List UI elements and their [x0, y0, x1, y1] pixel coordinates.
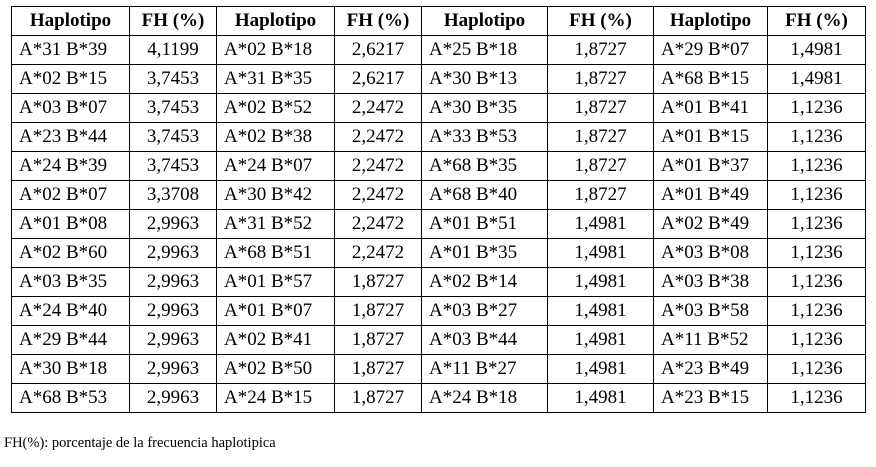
haplotype-cell: A*02 B*14: [422, 268, 548, 297]
frequency-cell: 1,1236: [768, 123, 866, 152]
frequency-cell: 1,8727: [335, 326, 422, 355]
frequency-cell: 3,3708: [130, 181, 217, 210]
table-row: [12, 65, 866, 94]
haplotype-cell: A*02 B*60: [12, 239, 130, 268]
frequency-cell: 1,4981: [768, 65, 866, 94]
haplotype-cell: A*68 B*40: [422, 181, 548, 210]
frequency-cell: 1,1236: [768, 268, 866, 297]
frequency-cell: 2,2472: [335, 152, 422, 181]
frequency-cell: 1,4981: [548, 384, 654, 413]
table-row: [12, 326, 866, 355]
haplotype-cell: A*02 B*50: [217, 355, 335, 384]
frequency-cell: 1,1236: [768, 384, 866, 413]
frequency-cell: 1,1236: [768, 297, 866, 326]
haplotype-cell: A*02 B*07: [12, 181, 130, 210]
haplotype-cell: A*33 B*53: [422, 123, 548, 152]
table-row: [12, 384, 866, 413]
frequency-cell: 1,8727: [548, 36, 654, 65]
table-row: [12, 181, 866, 210]
table-row: [12, 210, 866, 239]
haplotype-cell: A*23 B*44: [12, 123, 130, 152]
haplotype-cell: A*24 B*07: [217, 152, 335, 181]
haplotype-cell: A*11 B*27: [422, 355, 548, 384]
frequency-cell: 1,8727: [335, 297, 422, 326]
header-fh-2: FH (%): [335, 7, 422, 36]
haplotype-cell: A*24 B*40: [12, 297, 130, 326]
frequency-cell: 1,4981: [548, 355, 654, 384]
haplotype-cell: A*02 B*52: [217, 94, 335, 123]
haplotype-frequency-table: [11, 6, 866, 413]
frequency-cell: 1,1236: [768, 152, 866, 181]
table-row: [12, 152, 866, 181]
haplotype-cell: A*01 B*41: [654, 94, 768, 123]
frequency-cell: 3,7453: [130, 152, 217, 181]
frequency-cell: 1,8727: [335, 384, 422, 413]
frequency-cell: 1,8727: [548, 181, 654, 210]
table-row: [12, 268, 866, 297]
haplotype-cell: A*03 B*27: [422, 297, 548, 326]
header-haplotipo-2: Haplotipo: [217, 7, 335, 36]
frequency-cell: 2,2472: [335, 210, 422, 239]
haplotype-cell: A*01 B*49: [654, 181, 768, 210]
haplotype-cell: A*30 B*42: [217, 181, 335, 210]
header-row: [12, 7, 866, 36]
frequency-cell: 2,6217: [335, 65, 422, 94]
frequency-cell: 2,9963: [130, 268, 217, 297]
haplotype-cell: A*23 B*15: [654, 384, 768, 413]
haplotype-cell: A*01 B*08: [12, 210, 130, 239]
frequency-cell: 1,1236: [768, 94, 866, 123]
haplotype-cell: A*01 B*15: [654, 123, 768, 152]
frequency-cell: 2,9963: [130, 355, 217, 384]
frequency-cell: 2,2472: [335, 239, 422, 268]
haplotype-cell: A*01 B*57: [217, 268, 335, 297]
haplotype-cell: A*30 B*18: [12, 355, 130, 384]
frequency-cell: 1,4981: [548, 297, 654, 326]
frequency-cell: 1,1236: [768, 210, 866, 239]
frequency-cell: 2,9963: [130, 326, 217, 355]
frequency-cell: 1,1236: [768, 239, 866, 268]
header-haplotipo-4: Haplotipo: [654, 7, 768, 36]
frequency-cell: 1,1236: [768, 181, 866, 210]
header-fh-3: FH (%): [548, 7, 654, 36]
frequency-cell: 2,9963: [130, 384, 217, 413]
table-row: [12, 239, 866, 268]
haplotype-cell: A*30 B*35: [422, 94, 548, 123]
haplotype-cell: A*03 B*35: [12, 268, 130, 297]
haplotype-cell: A*31 B*39: [12, 36, 130, 65]
frequency-cell: 1,8727: [335, 355, 422, 384]
frequency-cell: 1,1236: [768, 355, 866, 384]
frequency-cell: 1,4981: [548, 210, 654, 239]
table-row: [12, 297, 866, 326]
header-haplotipo-1: Haplotipo: [12, 7, 130, 36]
haplotype-cell: A*29 B*07: [654, 36, 768, 65]
table-row: [12, 36, 866, 65]
frequency-cell: 1,8727: [548, 94, 654, 123]
haplotype-cell: A*03 B*07: [12, 94, 130, 123]
haplotype-cell: A*01 B*37: [654, 152, 768, 181]
frequency-cell: 1,8727: [548, 123, 654, 152]
table-row: [12, 355, 866, 384]
frequency-cell: 1,4981: [768, 36, 866, 65]
haplotype-cell: A*02 B*49: [654, 210, 768, 239]
haplotype-cell: A*01 B*35: [422, 239, 548, 268]
frequency-cell: 2,2472: [335, 181, 422, 210]
frequency-cell: 2,9963: [130, 239, 217, 268]
haplotype-cell: A*24 B*39: [12, 152, 130, 181]
haplotype-cell: A*68 B*15: [654, 65, 768, 94]
haplotype-cell: A*24 B*15: [217, 384, 335, 413]
frequency-cell: 1,8727: [335, 268, 422, 297]
table-footnote: FH(%): porcentaje de la frecuencia haplotipica: [4, 435, 276, 451]
frequency-cell: 3,7453: [130, 94, 217, 123]
table-row: [12, 123, 866, 152]
frequency-cell: 2,9963: [130, 297, 217, 326]
frequency-cell: 1,4981: [548, 268, 654, 297]
haplotype-cell: A*24 B*18: [422, 384, 548, 413]
haplotype-cell: A*02 B*38: [217, 123, 335, 152]
haplotype-cell: A*03 B*44: [422, 326, 548, 355]
haplotype-cell: A*03 B*08: [654, 239, 768, 268]
haplotype-cell: A*30 B*13: [422, 65, 548, 94]
frequency-cell: 1,8727: [548, 65, 654, 94]
haplotype-cell: A*03 B*58: [654, 297, 768, 326]
frequency-cell: 2,9963: [130, 210, 217, 239]
header-fh-4: FH (%): [768, 7, 866, 36]
frequency-cell: 2,2472: [335, 94, 422, 123]
frequency-cell: 3,7453: [130, 123, 217, 152]
frequency-cell: 1,8727: [548, 152, 654, 181]
haplotype-cell: A*29 B*44: [12, 326, 130, 355]
table-body: [12, 36, 866, 413]
haplotype-cell: A*31 B*35: [217, 65, 335, 94]
haplotype-cell: A*31 B*52: [217, 210, 335, 239]
haplotype-cell: A*23 B*49: [654, 355, 768, 384]
haplotype-cell: A*02 B*18: [217, 36, 335, 65]
haplotype-cell: A*68 B*51: [217, 239, 335, 268]
frequency-cell: 4,1199: [130, 36, 217, 65]
haplotype-cell: A*68 B*53: [12, 384, 130, 413]
frequency-cell: 1,1236: [768, 326, 866, 355]
frequency-cell: 3,7453: [130, 65, 217, 94]
haplotype-cell: A*01 B*51: [422, 210, 548, 239]
haplotype-cell: A*02 B*15: [12, 65, 130, 94]
frequency-cell: 2,6217: [335, 36, 422, 65]
haplotype-cell: A*68 B*35: [422, 152, 548, 181]
header-haplotipo-3: Haplotipo: [422, 7, 548, 36]
frequency-cell: 1,4981: [548, 326, 654, 355]
table-header: [12, 7, 866, 36]
haplotype-cell: A*01 B*07: [217, 297, 335, 326]
header-fh-1: FH (%): [130, 7, 217, 36]
frequency-cell: 1,4981: [548, 239, 654, 268]
haplotype-cell: A*02 B*41: [217, 326, 335, 355]
frequency-cell: 2,2472: [335, 123, 422, 152]
haplotype-cell: A*25 B*18: [422, 36, 548, 65]
haplotype-cell: A*03 B*38: [654, 268, 768, 297]
table-row: [12, 94, 866, 123]
haplotype-cell: A*11 B*52: [654, 326, 768, 355]
